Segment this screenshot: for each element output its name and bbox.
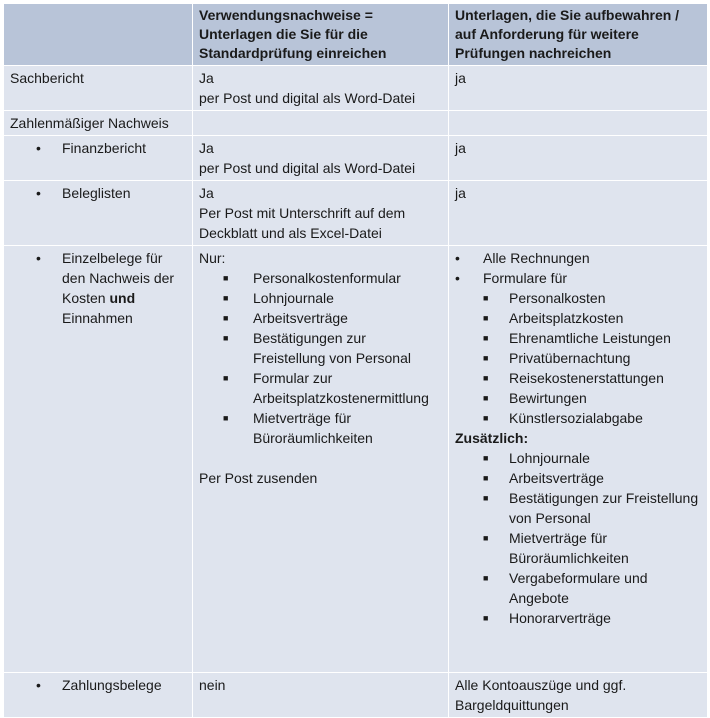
header-col1 [4, 4, 193, 66]
cell-sachbericht-aufbewahren: ja [449, 66, 708, 111]
square-bullet-icon: ■ [483, 533, 489, 543]
list-item-text: Vergabeformulare und Angebote [509, 570, 648, 606]
square-bullet-icon: ■ [483, 333, 489, 343]
bullet-icon: • [455, 250, 460, 266]
cell-einzelbelege-einreichen [193, 246, 449, 673]
row-label-zahlungsbelege [4, 673, 193, 718]
bullet-icon: • [455, 270, 460, 286]
square-bullet-icon: ■ [223, 333, 229, 343]
list-item-text: Lohnjournale [253, 290, 334, 306]
cell-line: per Post und digital als Word-Datei [199, 90, 416, 106]
bullet-icon: • [36, 677, 41, 693]
list-item-text: Alle Rechnungen [483, 250, 590, 266]
einreichen-list [199, 268, 442, 448]
list-item-text: Mietverträge für Büroräumlichkeiten [509, 530, 629, 566]
list-item [483, 328, 701, 348]
cell-zahlungsbelege-einreichen: nein [193, 673, 449, 718]
square-bullet-icon: ■ [483, 413, 489, 423]
list-item [223, 268, 442, 288]
label-bold: und [109, 290, 136, 306]
list-item-text: Bewirtungen [509, 390, 587, 406]
list-item [223, 308, 442, 328]
list-item [483, 528, 701, 568]
list-item [455, 248, 701, 268]
cell-sachbericht-einreichen [193, 66, 449, 111]
bullet-icon: • [36, 140, 41, 156]
square-bullet-icon: ■ [483, 353, 489, 363]
square-bullet-icon: ■ [223, 313, 229, 323]
list-item [483, 308, 701, 328]
list-item-text: Privatübernachtung [509, 350, 631, 366]
list-item-text: Personalkosten [509, 290, 606, 306]
square-bullet-icon: ■ [483, 493, 489, 503]
square-bullet-icon: ■ [223, 373, 229, 383]
list-item-text: Ehrenamtliche Leistungen [509, 330, 671, 346]
list-item-text: Arbeitsverträge [253, 310, 348, 326]
square-bullet-icon: ■ [223, 273, 229, 283]
aufbewahren-top-list [455, 248, 701, 288]
square-bullet-icon: ■ [483, 313, 489, 323]
label-part: Einnahmen [62, 310, 133, 326]
row-label-zahlenmaessiger-nachweis: Zahlenmäßiger Nachweis [4, 111, 193, 136]
cell-line: per Post und digital als Word-Datei [199, 160, 416, 176]
list-item-text: Arbeitsverträge [509, 470, 604, 486]
row-label-sachbericht: Sachbericht [4, 66, 193, 111]
list-item-text: Personalkostenformular [253, 270, 401, 286]
list-item [483, 488, 701, 528]
cell-line: Ja [199, 185, 214, 201]
square-bullet-icon: ■ [483, 453, 489, 463]
square-bullet-icon: ■ [223, 293, 229, 303]
list-item-text: Bestätigungen zur Freistellung von Personal [509, 490, 699, 526]
row-label-beleglisten [4, 181, 193, 246]
cell-beleglisten-einreichen [193, 181, 449, 246]
list-item [455, 268, 701, 288]
cell-finanzbericht-einreichen [193, 136, 449, 181]
row-label-finanzbericht [4, 136, 193, 181]
cell-intro: Nur: [199, 250, 226, 266]
row-label-text [62, 248, 180, 328]
header-col3: Unterlagen, die Sie aufbewahren / auf Anforderung für weitere Prüfungen nachreichen [449, 4, 708, 66]
formulare-list [455, 288, 701, 428]
list-item-text: Mietverträge für Büroräumlichkeiten [253, 410, 373, 446]
cell-einzelbelege-aufbewahren [449, 246, 708, 673]
verwendungsnachweis-table [3, 3, 708, 718]
list-item [483, 368, 701, 388]
list-item-text: Arbeitsplatzkosten [509, 310, 624, 326]
list-item-text: Künstlersozialabgabe [509, 410, 643, 426]
square-bullet-icon: ■ [223, 413, 229, 423]
header-row [4, 4, 708, 66]
list-item [483, 388, 701, 408]
square-bullet-icon: ■ [483, 393, 489, 403]
cell-zahlungsbelege-aufbewahren: Alle Kontoauszüge und ggf. Bargeldquittungen [449, 673, 708, 718]
list-item [223, 408, 442, 448]
bullet-icon: • [36, 250, 41, 266]
square-bullet-icon: ■ [483, 613, 489, 623]
list-item [483, 288, 701, 308]
list-item [223, 328, 442, 368]
zusaetzlich-list [455, 448, 701, 628]
list-item [223, 288, 442, 308]
row-label-text: Beleglisten [62, 185, 131, 201]
cell-line: Ja [199, 140, 214, 156]
cell-footer: Per Post zusenden [199, 470, 318, 486]
square-bullet-icon: ■ [483, 293, 489, 303]
table-row-finanzbericht [4, 136, 708, 181]
square-bullet-icon: ■ [483, 373, 489, 383]
list-item-text: Formular zur Arbeitsplatzkostenermittlung [253, 370, 429, 406]
cell-beleglisten-aufbewahren: ja [449, 181, 708, 246]
list-item [483, 348, 701, 368]
list-item-text: Formulare für [483, 270, 568, 286]
cell-empty [193, 111, 449, 136]
list-item [223, 368, 442, 408]
table-row-zahlungsbelege [4, 673, 708, 718]
list-item [483, 408, 701, 428]
cell-finanzbericht-aufbewahren: ja [449, 136, 708, 181]
row-label-text: Finanzbericht [62, 140, 147, 156]
zusaetzlich-label: Zusätzlich: [455, 430, 529, 446]
list-item [483, 468, 701, 488]
header-col2: Verwendungsnachweise = Unterlagen die Sie für die Standardprüfung einreichen [193, 4, 449, 66]
bullet-icon: • [36, 185, 41, 201]
cell-line: Ja [199, 70, 214, 86]
cell-empty [449, 111, 708, 136]
square-bullet-icon: ■ [483, 473, 489, 483]
cell-line: Per Post mit Unterschrift auf dem Deckblatt und als Excel-Datei [199, 205, 406, 241]
row-label-text: Zahlungsbelege [62, 677, 162, 693]
row-label-einzelbelege [4, 246, 193, 673]
list-item-text: Honorarverträge [509, 610, 611, 626]
label-part: Einzelbelege für den Nachweis der Kosten [62, 250, 175, 306]
table-row-beleglisten [4, 181, 708, 246]
list-item [483, 568, 701, 608]
list-item [483, 608, 701, 628]
list-item-text: Bestätigungen zur Freistellung von Personal [253, 330, 411, 366]
table-row-sachbericht [4, 66, 708, 111]
square-bullet-icon: ■ [483, 573, 489, 583]
list-item [483, 448, 701, 468]
list-item-text: Reisekostenerstattungen [509, 370, 664, 386]
list-item-text: Lohnjournale [509, 450, 590, 466]
table-row-zahlenmaessiger-nachweis [4, 111, 708, 136]
table-row-einzelbelege [4, 246, 708, 673]
